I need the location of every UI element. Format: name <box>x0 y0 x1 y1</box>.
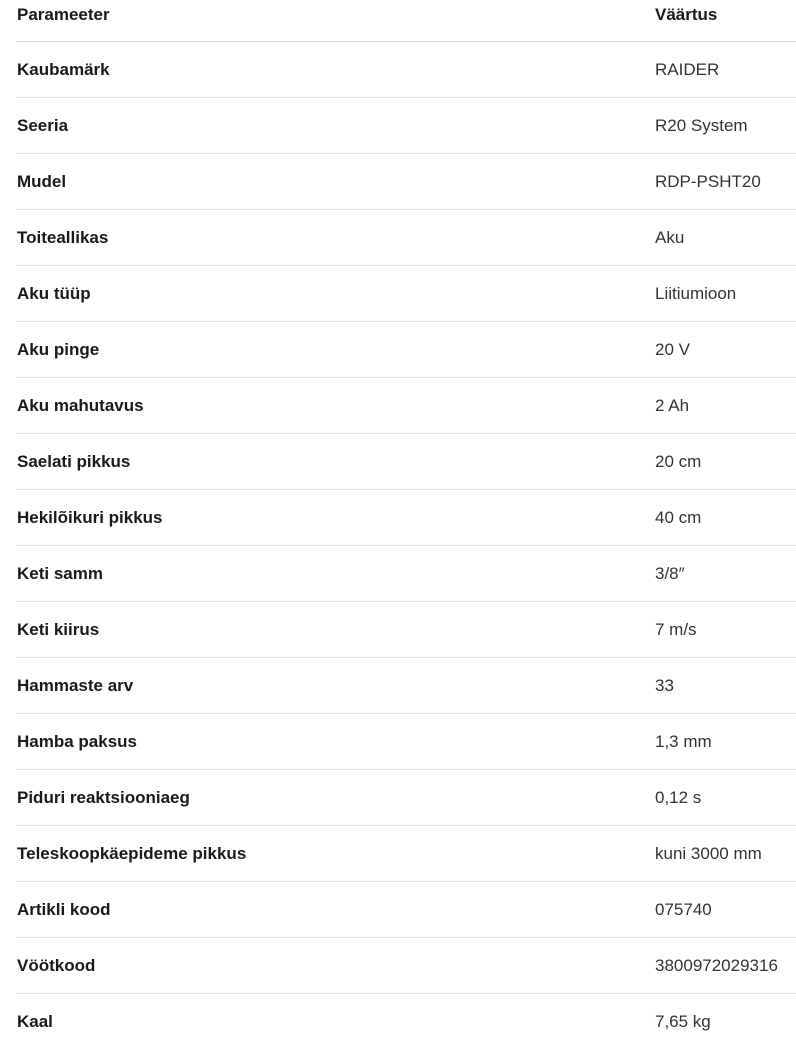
param-value: 20 V <box>655 339 690 359</box>
param-label: Keti samm <box>17 563 103 583</box>
table-row <box>16 98 796 154</box>
param-label: Hamba paksus <box>17 731 137 751</box>
param-value: 40 cm <box>655 507 702 527</box>
spec-table <box>16 0 796 1050</box>
param-value: 1,3 mm <box>655 731 712 751</box>
header-param: Parameeter <box>17 5 110 24</box>
param-label: Vöötkood <box>17 955 96 975</box>
param-value: Aku <box>655 227 685 247</box>
param-label: Kaal <box>17 1012 53 1031</box>
param-label: Piduri reaktsiooniaeg <box>17 787 190 807</box>
param-label: Saelati pikkus <box>17 451 131 471</box>
header-value: Väärtus <box>655 5 718 24</box>
table-row <box>16 378 796 434</box>
param-value: 075740 <box>655 899 712 919</box>
table-row <box>16 658 796 714</box>
table-header-row <box>16 0 796 42</box>
param-value: Liitiumioon <box>655 283 737 303</box>
table-row <box>16 434 796 490</box>
param-label: Mudel <box>17 171 67 191</box>
table-row <box>16 490 796 546</box>
table-row <box>16 938 796 994</box>
table-row <box>16 994 796 1050</box>
param-label: Aku pinge <box>17 339 100 359</box>
param-value: 3/8″ <box>655 563 685 583</box>
param-value: 33 <box>655 675 674 695</box>
table-row <box>16 882 796 938</box>
param-value: RDP-PSHT20 <box>655 171 761 191</box>
param-value: 3800972029316 <box>655 955 778 975</box>
param-label: Hammaste arv <box>17 675 134 695</box>
param-label: Artikli kood <box>17 899 111 919</box>
table-row <box>16 770 796 826</box>
table-row <box>16 546 796 602</box>
table-row <box>16 210 796 266</box>
table-row <box>16 714 796 770</box>
table-row <box>16 42 796 98</box>
table-row <box>16 154 796 210</box>
param-label: Hekilõikuri pikkus <box>17 507 163 527</box>
param-label: Keti kiirus <box>17 619 100 639</box>
param-label: Seeria <box>17 115 69 135</box>
param-value: kuni 3000 mm <box>655 843 762 863</box>
param-label: Aku tüüp <box>17 283 91 303</box>
param-value: 7 m/s <box>655 619 697 639</box>
param-value: 0,12 s <box>655 787 702 807</box>
param-label: Aku mahutavus <box>17 395 144 415</box>
table-row <box>16 266 796 322</box>
param-label: Teleskoopkäepideme pikkus <box>17 843 247 863</box>
param-value: RAIDER <box>655 59 720 79</box>
param-value: R20 System <box>655 115 748 135</box>
param-label: Kaubamärk <box>17 59 110 79</box>
param-label: Toiteallikas <box>17 227 109 247</box>
param-value: 20 cm <box>655 451 702 471</box>
param-value: 7,65 kg <box>655 1012 711 1031</box>
table-row <box>16 826 796 882</box>
table-row <box>16 602 796 658</box>
table-row <box>16 322 796 378</box>
param-value: 2 Ah <box>655 395 690 415</box>
